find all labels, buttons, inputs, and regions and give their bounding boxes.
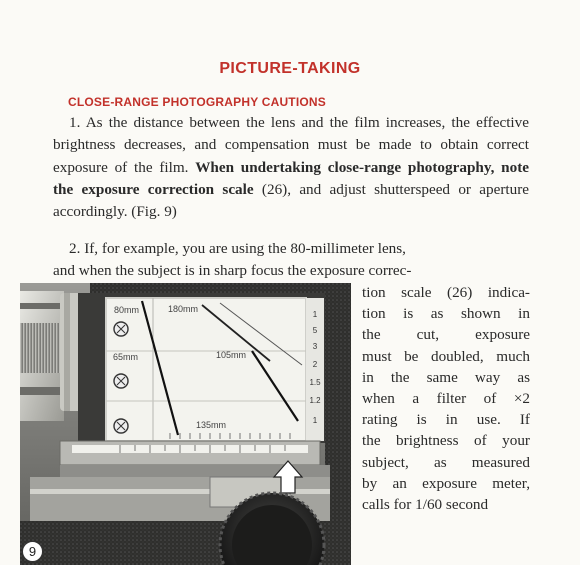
paragraph-2-column bbox=[362, 282, 530, 515]
column-line: in the same way as bbox=[362, 368, 530, 386]
scale-label-180: 180mm bbox=[168, 304, 199, 314]
column-line: by an exposure meter, bbox=[362, 474, 530, 492]
para2-line-1: 2. If, for example, you are using the 80-millimeter lens, bbox=[69, 240, 406, 257]
side-number: 2 bbox=[312, 360, 318, 369]
column-line: must be doubled, much bbox=[362, 347, 530, 365]
camera-photo-figure bbox=[20, 283, 351, 565]
side-number: 1 bbox=[312, 310, 318, 319]
para1-text-b: (26), and adjust shutterspeed or aperture accordingly. (Fig. 9) bbox=[53, 180, 530, 221]
para1-bold: When undertaking close-range photography, note the exposure correction scale bbox=[53, 158, 529, 198]
side-number: 1.2 bbox=[309, 396, 321, 405]
column-line: subject, as measured bbox=[362, 453, 530, 471]
scale-label-65: 65mm bbox=[113, 352, 139, 362]
paragraph-1 bbox=[53, 112, 529, 223]
column-line: tion is as shown in bbox=[362, 305, 530, 323]
section-subtitle: CLOSE-RANGE PHOTOGRAPHY CAUTIONS bbox=[68, 95, 326, 109]
para1-number: 1. bbox=[69, 114, 81, 131]
column-line: the cut, exposure bbox=[362, 326, 530, 344]
column-line: the brightness of your bbox=[362, 432, 530, 450]
scale-label-135: 135mm bbox=[196, 420, 227, 430]
scale-label-105: 105mm bbox=[216, 350, 247, 360]
side-number: 1 bbox=[312, 416, 318, 425]
figure-number: 9 bbox=[22, 541, 43, 562]
para1-text-a: As the distance between the lens and the film increases, the effective brightness decreases, and compensation must be made to obtain correct exposure of the film. bbox=[53, 114, 529, 176]
side-number: 5 bbox=[312, 326, 318, 335]
column-line: tion scale (26) indica- bbox=[362, 284, 530, 301]
column-line: calls for 1/60 second bbox=[362, 496, 489, 514]
column-line: when a filter of ×2 bbox=[362, 390, 530, 408]
side-number: 1.5 bbox=[309, 378, 321, 387]
side-number: 3 bbox=[312, 342, 318, 351]
column-line: rating is in use. If bbox=[362, 411, 530, 429]
scale-label-80: 80mm bbox=[114, 305, 140, 315]
page-title: PICTURE-TAKING bbox=[219, 60, 361, 77]
para2-line-2: and when the subject is in sharp focus the exposure correc- bbox=[53, 262, 412, 280]
paragraph-2 bbox=[53, 238, 529, 283]
